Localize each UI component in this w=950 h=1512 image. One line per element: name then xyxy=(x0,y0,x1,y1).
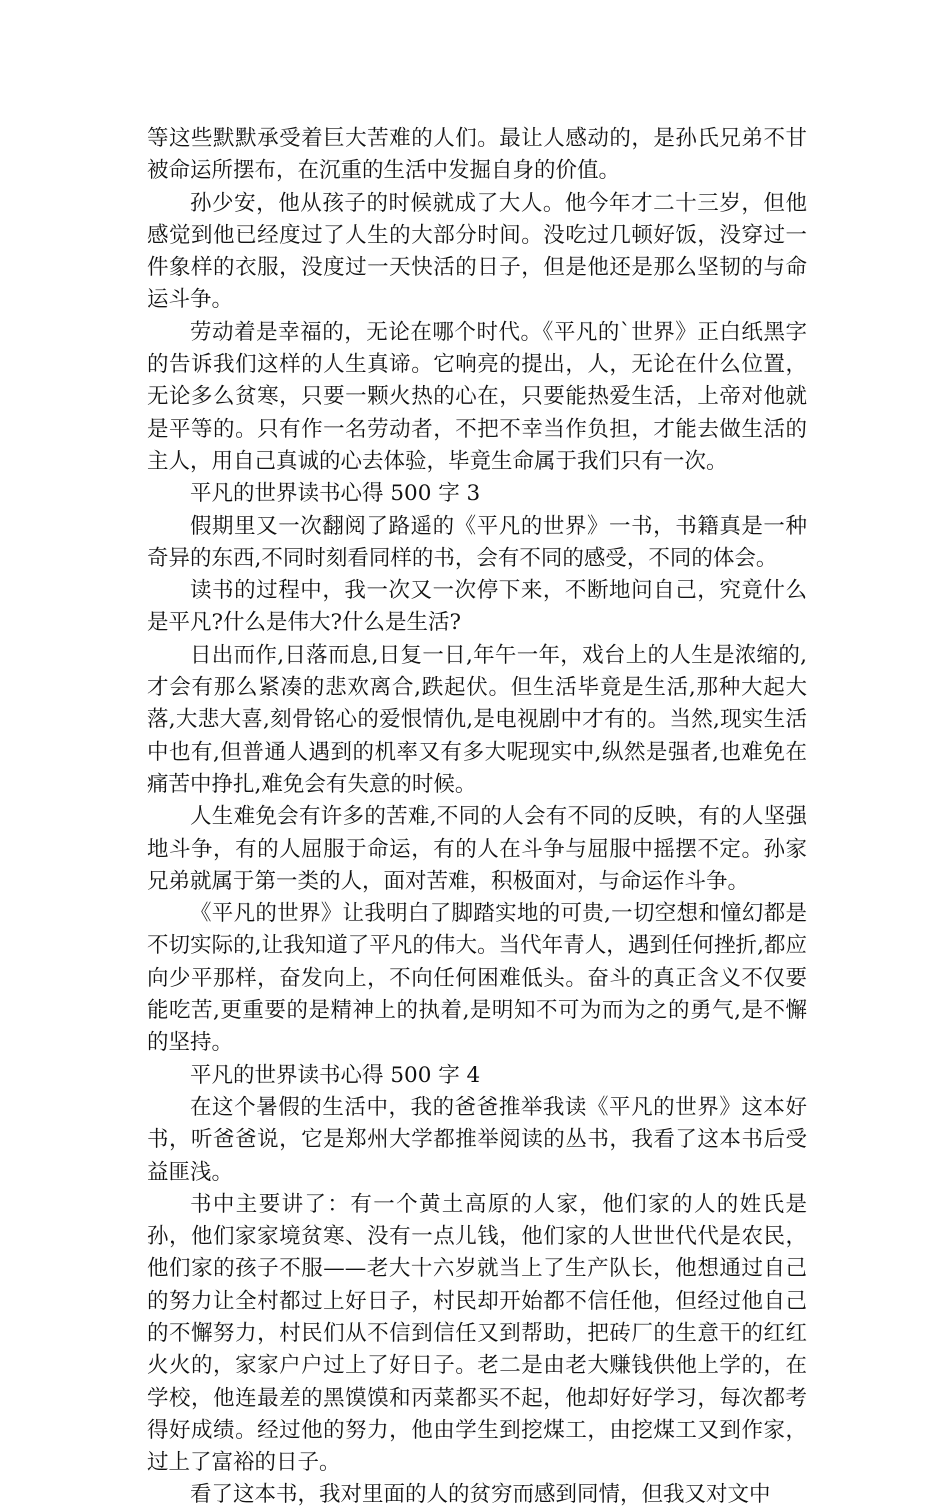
section-heading: 平凡的世界读书心得 500 字 4 xyxy=(190,1062,481,1088)
paragraph: 等这些默默承受着巨大苦难的人们。最让人感动的，是孙氏兄弟不甘被命运所摆布，在沉重的生活中发掘自身的价值。 xyxy=(147,126,807,184)
paragraph: 假期里又一次翻阅了路遥的《平凡的世界》一书，书籍真是一种奇异的东西,不同时刻看同样的书，会有不同的感受，不同的体会。 xyxy=(147,513,807,571)
paragraph: 看了这本书，我对里面的人的贫穷而感到同情，但我又对文中 xyxy=(190,1482,771,1508)
paragraph: 孙少安，他从孩子的时候就成了大人。他今年才二十三岁，但他感觉到他已经度过了人生的大部分时间。没吃过几顿好饭，没穿过一件象样的衣服，没度过一天快活的日子，但是他还是那么坚韧的与命运斗争。 xyxy=(147,190,807,313)
paragraph: 《平凡的世界》让我明白了脚踏实地的可贵,一切空想和憧幻都是不切实际的,让我知道了平凡的伟大。当代年青人，遇到任何挫折,都应向少平那样，奋发向上，不向任何困难低头。奋斗的真正含义不仅要能吃苦,更重要的是精神上的执着,是明知不可为而为之的勇气,是不懈的坚持。 xyxy=(147,901,807,1056)
paragraph: 人生难免会有许多的苦难,不同的人会有不同的反映，有的人坚强地斗争，有的人屈服于命运，有的人在斗争与屈服中摇摆不定。孙家兄弟就属于第一类的人，面对苦难，积极面对，与命运作斗争。 xyxy=(147,804,807,894)
paragraph: 劳动着是幸福的，无论在哪个时代。《平凡的`世界》正白纸黑字的告诉我们这样的人生真谛。它响亮的提出，人，无论在什么位置，无论多么贫寒，只要一颗火热的心在，只要能热爱生活，上帝对他就是平等的。只有作一名劳动者，不把不幸当作负担，才能去做生活的主人，用自己真诚的心去体验，毕竟生命属于我们只有一次。 xyxy=(147,319,807,474)
section-heading: 平凡的世界读书心得 500 字 3 xyxy=(190,481,481,507)
paragraph: 在这个暑假的生活中，我的爸爸推举我读《平凡的世界》这本好书，听爸爸说，它是郑州大学都推举阅读的丛书，我看了这本书后受益匪浅。 xyxy=(147,1094,807,1185)
paragraph: 日出而作,日落而息,日复一日,年午一年，戏台上的人生是浓缩的,才会有那么紧凑的悲欢离合,跌起伏。但生活毕竟是生活,那种大起大落,大悲大喜,刻骨铭心的爱恨情仇,是电视剧中才有的。当然,现实生活中也有,但普通人遇到的机率又有多大呢现实中,纵然是强者,也难免在痛苦中挣扎,难免会有失意的时候。 xyxy=(147,642,807,797)
paragraph: 读书的过程中，我一次又一次停下来，不断地问自己，究竟什么是平凡?什么是伟大?什么是生活? xyxy=(147,578,807,636)
paragraph: 书中主要讲了：有一个黄土高原的人家，他们家的人的姓氏是孙，他们家家境贫寒、没有一点儿钱，他们家的人世世代代是农民，他们家的孩子不服——老大十六岁就当上了生产队长，他想通过自己的努力让全村都过上好日子，村民却开始都不信任他，但经过他自己的不懈努力，村民们从不信到信任又到帮助，把砖厂的生意干的红红火火的，家家户户过上了好日子。老二是由老大赚钱供他上学的，在学校，他连最差的黑馍馍和丙菜都买不起，他却好好学习，每次都考得好成绩。经过他的努力，他由学生到挖煤工，由挖煤工又到作家，过上了富裕的日子。 xyxy=(147,1191,807,1476)
document-page xyxy=(147,123,807,1512)
